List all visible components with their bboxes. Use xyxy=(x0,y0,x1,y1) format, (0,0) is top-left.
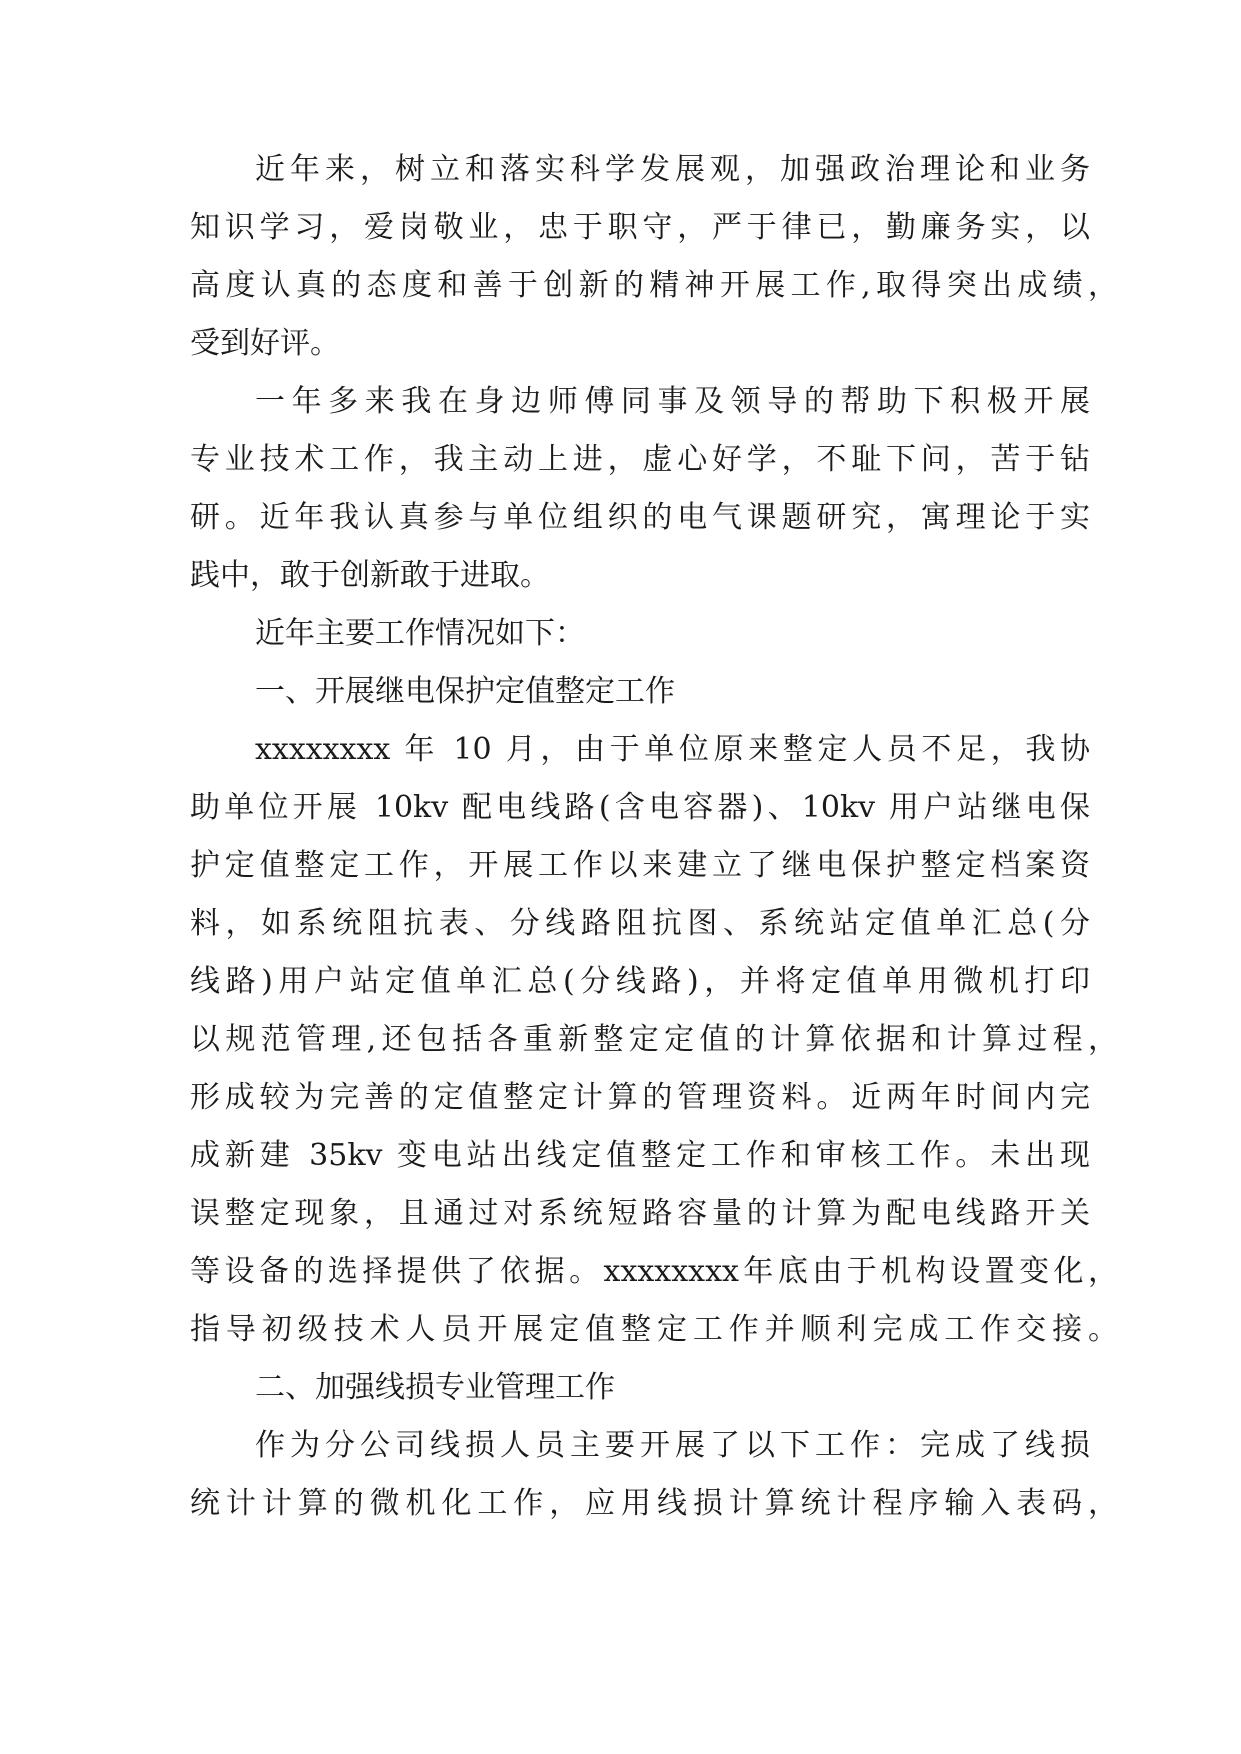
text-line: 助单位开展 10kv 配电线路(含电容器)、10kv 用户站继电保 xyxy=(190,790,1090,825)
section-heading: 二、加强线损专业管理工作 xyxy=(255,1370,615,1405)
text-line: 作为分公司线损人员主要开展了以下工作：完成了线损 xyxy=(255,1428,1090,1463)
text-line: 指导初级技术人员开展定值整定工作并顺利完成工作交接。 xyxy=(190,1312,1118,1347)
text-line: 以规范管理,还包括各重新整定定值的计算依据和计算过程， xyxy=(190,1022,1118,1057)
section-heading: 一、开展继电保护定值整定工作 xyxy=(255,674,675,709)
text-line: 成新建 35kv 变电站出线定值整定工作和审核工作。未出现 xyxy=(190,1138,1090,1173)
text-line: 一年多来我在身边师傅同事及领导的帮助下积极开展 xyxy=(255,384,1090,419)
text-line: 线路)用户站定值单汇总(分线路)，并将定值单用微机打印 xyxy=(190,964,1090,999)
text-line: 近年来，树立和落实科学发展观，加强政治理论和业务 xyxy=(255,152,1090,187)
text-line: xxxxxxxx 年 10 月，由于单位原来整定人员不足，我协 xyxy=(255,732,1090,767)
text-line: 近年主要工作情况如下： xyxy=(255,616,585,651)
text-line: 等设备的选择提供了依据。xxxxxxxx年底由于机构设置变化， xyxy=(190,1254,1118,1289)
text-line: 专业技术工作，我主动上进，虚心好学，不耻下问，苦于钻 xyxy=(190,442,1090,477)
text-line: 高度认真的态度和善于创新的精神开展工作,取得突出成绩， xyxy=(190,268,1118,303)
text-line: 受到好评。 xyxy=(190,326,340,361)
text-line: 践中，敢于创新敢于进取。 xyxy=(190,558,550,593)
text-line: 形成较为完善的定值整定计算的管理资料。近两年时间内完 xyxy=(190,1080,1090,1115)
text-line: 研。近年我认真参与单位组织的电气课题研究，寓理论于实 xyxy=(190,500,1090,535)
text-line: 护定值整定工作，开展工作以来建立了继电保护整定档案资 xyxy=(190,848,1090,883)
text-line: 知识学习，爱岗敬业，忠于职守，严于律已，勤廉务实，以 xyxy=(190,210,1090,245)
text-line: 误整定现象，且通过对系统短路容量的计算为配电线路开关 xyxy=(190,1196,1090,1231)
text-line: 料，如系统阻抗表、分线路阻抗图、系统站定值单汇总(分 xyxy=(190,906,1090,941)
text-line: 统计计算的微机化工作，应用线损计算统计程序输入表码， xyxy=(190,1486,1118,1521)
